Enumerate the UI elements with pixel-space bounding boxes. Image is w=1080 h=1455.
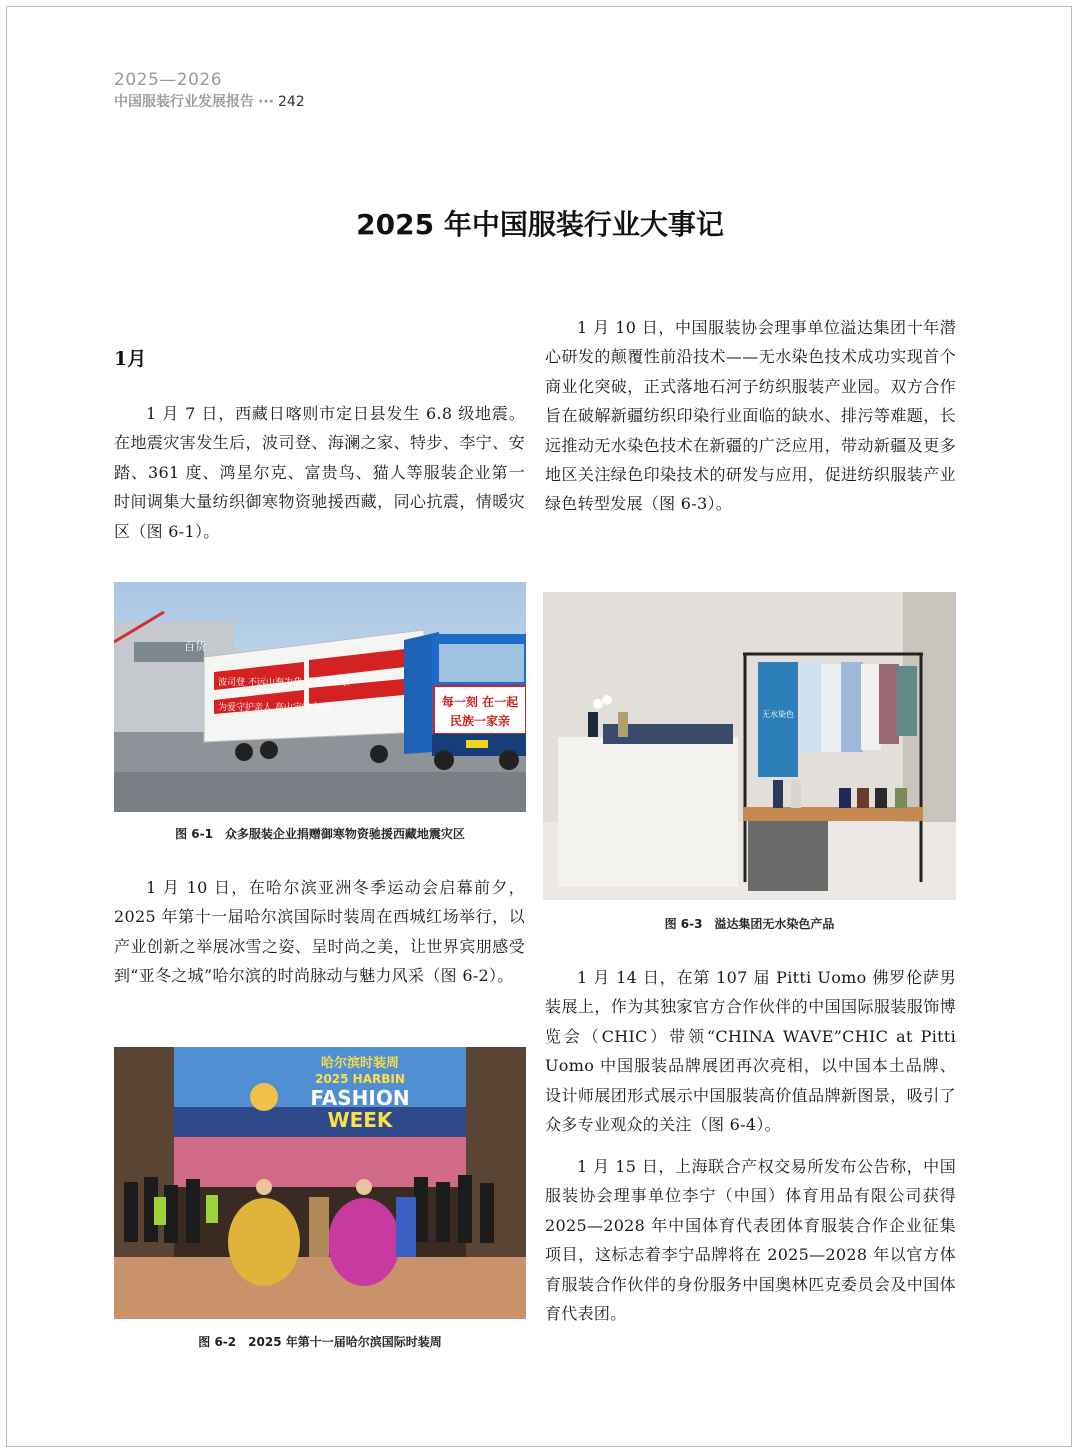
- section-heading: 1月: [114, 348, 147, 370]
- screen-line-1: 哈尔滨时装周: [320, 1056, 400, 1071]
- paragraph-jan10-harbin: 1 月 10 日，在哈尔滨亚洲冬季运动会启幕前夕，2025 年第十一届哈尔滨国际时装周在西城红场举行，以产业创新之举展冰雪之姿、呈时尚之美，让世界宾朋感受到“亚冬之城”哈尔滨的时尚脉动与魅力风采（图 6-2）。: [114, 878, 525, 986]
- header-dots: ···: [258, 94, 274, 110]
- header-book-title: [114, 91, 305, 111]
- building-sign: 百货: [184, 640, 206, 653]
- panel-label: 无水染色: [762, 710, 794, 719]
- figure-6-2-caption: 图 6-2 2025 年第十一届哈尔滨国际时装周: [198, 1335, 442, 1349]
- figure-6-3-caption: 图 6-3 溢达集团无水染色产品: [664, 917, 835, 931]
- side-banner-2: 为爱守护亲人 高山定峰 知音: [218, 703, 332, 713]
- paragraph-jan10-esquel: 1 月 10 日，中国服装协会理事单位溢达集团十年潜心研发的颠覆性前沿技术——无水染色技术成功实现首个商业化突破，正式落地石河子纺织服装产业园。双方合作旨在破解新疆纺织印染行业面临的缺水、排污等难题，长远推动无水染色技术在新疆的广泛应用，带动新疆及更多地区关注绿色印染技术的研发与应用，促进纺织服装产业绿色转型发展（图 6-3）。: [545, 318, 956, 514]
- paragraph-jan14-pitti: 1 月 14 日，在第 107 届 Pitti Uomo 佛罗伦萨男装展上，作为其独家官方合作伙伴的中国国际服装服饰博览会（CHIC）带领“CHINA WAVE”CHIC at Pitti Uomo 中国服装品牌展团再次亮相，以中国本土品牌、设计师展团形式展示中国服装高价值品牌新图景，吸引了众多专业观众的关注（图 6-4）。: [545, 968, 956, 1135]
- screen-line-4: WEEK: [327, 1108, 393, 1132]
- figure-6-2-photo: [114, 1047, 526, 1319]
- paragraph-jan15-lining: 1 月 15 日，上海联合产权交易所发布公告称，中国服装协会理事单位李宁（中国）体育用品有限公司获得 2025—2028 年中国体育代表团体育服装合作企业征集项目，这标志着李宁品牌将在 2025—2028 年以官方体育服装合作伙伴的身份服务中国奥林匹克委员会及中国体育代表团。: [545, 1157, 956, 1324]
- screen-line-2: 2025 HARBIN: [315, 1072, 405, 1086]
- figure-6-3-photo: [543, 592, 956, 900]
- front-banner-line-2: 民族一家亲: [449, 714, 511, 728]
- screen-line-3: FASHION: [310, 1086, 410, 1110]
- figure-6-1-photo: [114, 582, 526, 812]
- header-year: 2025—2026: [114, 70, 223, 90]
- paragraph-jan7: 1 月 7 日，西藏日喀则市定日县发生 6.8 级地震。在地震灾害发生后，波司登、海澜之家、特步、李宁、安踏、361 度、鸿星尔克、富贵鸟、猫人等服装企业第一时间调集大量纺织御寒物资驰援西藏，同心抗震，情暖灾区（图 6-1）。: [114, 404, 525, 541]
- page-number: 242: [277, 94, 305, 110]
- front-banner-line-1: 每一刻 在一起: [441, 695, 519, 709]
- figure-6-1-caption: 图 6-1 众多服装企业捐赠御寒物资驰援西藏地震灾区: [175, 827, 465, 841]
- page-title: 2025 年中国服装行业大事记: [356, 208, 724, 241]
- side-banner-1: 波司登 不远山海为我 民族一家亲: [218, 678, 350, 688]
- header-title-text: 中国服装行业发展报告: [114, 94, 254, 110]
